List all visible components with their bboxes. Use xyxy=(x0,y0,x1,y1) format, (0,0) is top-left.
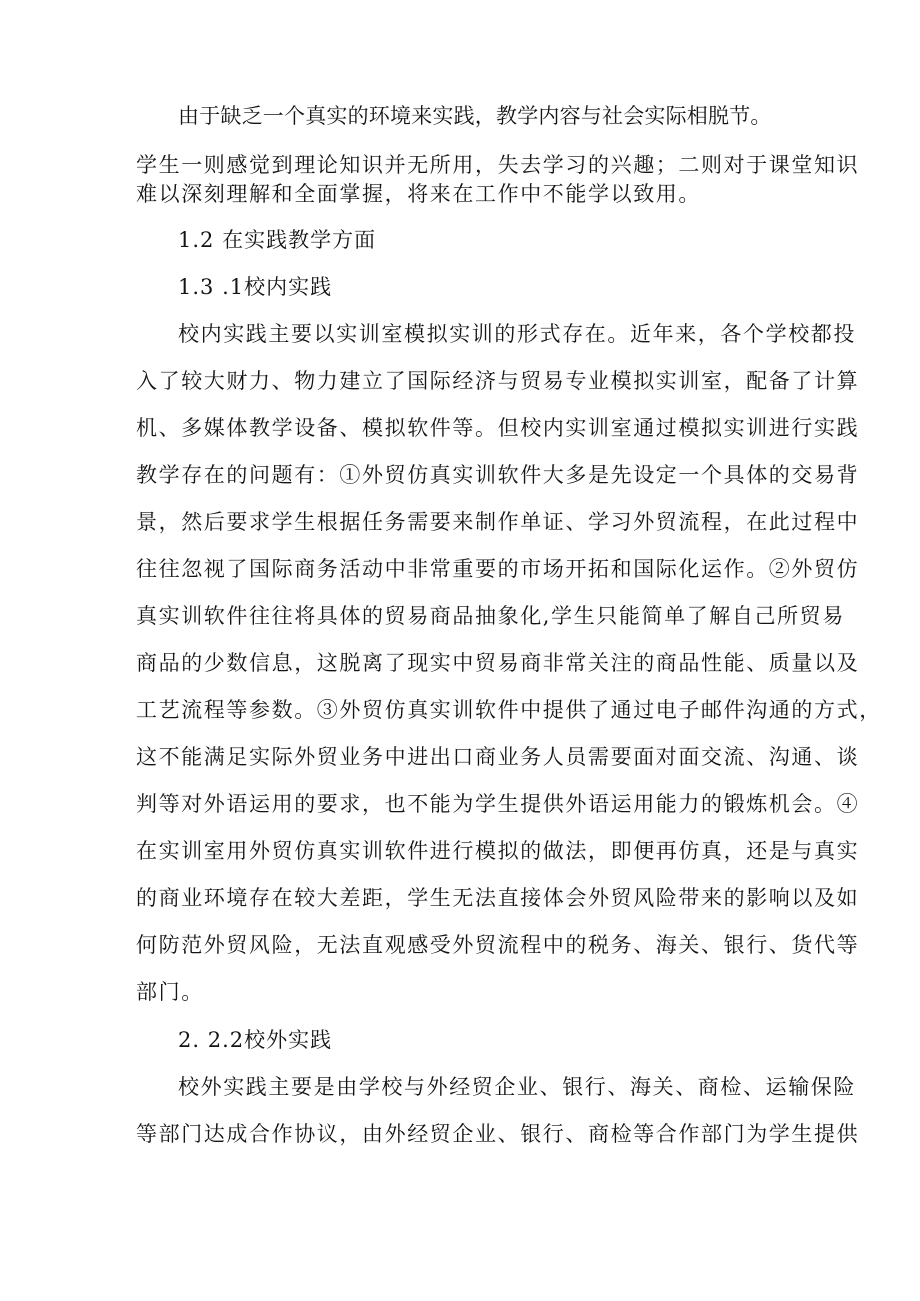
paragraph-line: 何防范外贸风险，无法直观感受外贸流程中的税务、海关、银行、货代等 xyxy=(136,933,860,957)
paragraph-line: 校外实践主要是由学校与外经贸企业、银行、海关、商检、运输保险 xyxy=(178,1075,856,1099)
paragraph-line: 在实训室用外贸仿真实训软件进行模拟的做法，即便再仿真，还是与真实 xyxy=(136,839,860,863)
paragraph-line: 由于缺乏一个真实的环境来实践，教学内容与社会实际相脱节。 xyxy=(178,104,772,128)
paragraph-line: 真实训软件往往将具体的贸易商品抽象化,学生只能简单了解自己所贸易 xyxy=(136,604,845,628)
paragraph-line: 的商业环境存在较大差距，学生无法直接体会外贸风险带来的影响以及如 xyxy=(136,886,860,910)
section-heading-1-3-1: 1.3 .1校内实践 xyxy=(178,275,333,299)
paragraph-line: 教学存在的问题有：①外贸仿真实训软件大多是先设定一个具体的交易背 xyxy=(136,463,860,487)
paragraph-line: 工艺流程等参数。③外贸仿真实训软件中提供了通过电子邮件沟通的方式， xyxy=(136,698,882,722)
paragraph-line: 景，然后要求学生根据任务需要来制作单证、学习外贸流程，在此过程中 xyxy=(136,510,860,534)
paragraph-line: 商品的少数信息，这脱离了现实中贸易商非常关注的商品性能、质量以及 xyxy=(136,651,860,675)
paragraph-line: 入了较大财力、物力建立了国际经济与贸易专业模拟实训室，配备了计算 xyxy=(136,369,860,393)
section-heading-2-2-2: 2. 2.2校外实践 xyxy=(178,1028,333,1052)
paragraph-line: 这不能满足实际外贸业务中进出口商业务人员需要面对面交流、沟通、谈 xyxy=(136,745,860,769)
paragraph-line: 难以深刻理解和全面掌握，将来在工作中不能学以致用。 xyxy=(136,182,701,206)
paragraph-line: 部门。 xyxy=(136,980,204,1004)
paragraph-line: 往往忽视了国际商务活动中非常重要的市场开拓和国际化运作。②外贸仿 xyxy=(136,557,860,581)
paragraph-line: 等部门达成合作协议，由外经贸企业、银行、商检等合作部门为学生提供 xyxy=(136,1122,860,1146)
paragraph-line: 判等对外语运用的要求，也不能为学生提供外语运用能力的锻炼机会。④ xyxy=(136,792,860,816)
paragraph-line: 机、多媒体教学设备、模拟软件等。但校内实训室通过模拟实训进行实践 xyxy=(136,416,860,440)
paragraph-line: 校内实践主要以实训室模拟实训的形式存在。近年来，各个学校都投 xyxy=(178,322,856,346)
section-heading-1-2: 1.2 在实践教学方面 xyxy=(178,228,377,252)
paragraph-line: 学生一则感觉到理论知识并无所用，失去学习的兴趣；二则对于课堂知识 xyxy=(136,153,860,177)
